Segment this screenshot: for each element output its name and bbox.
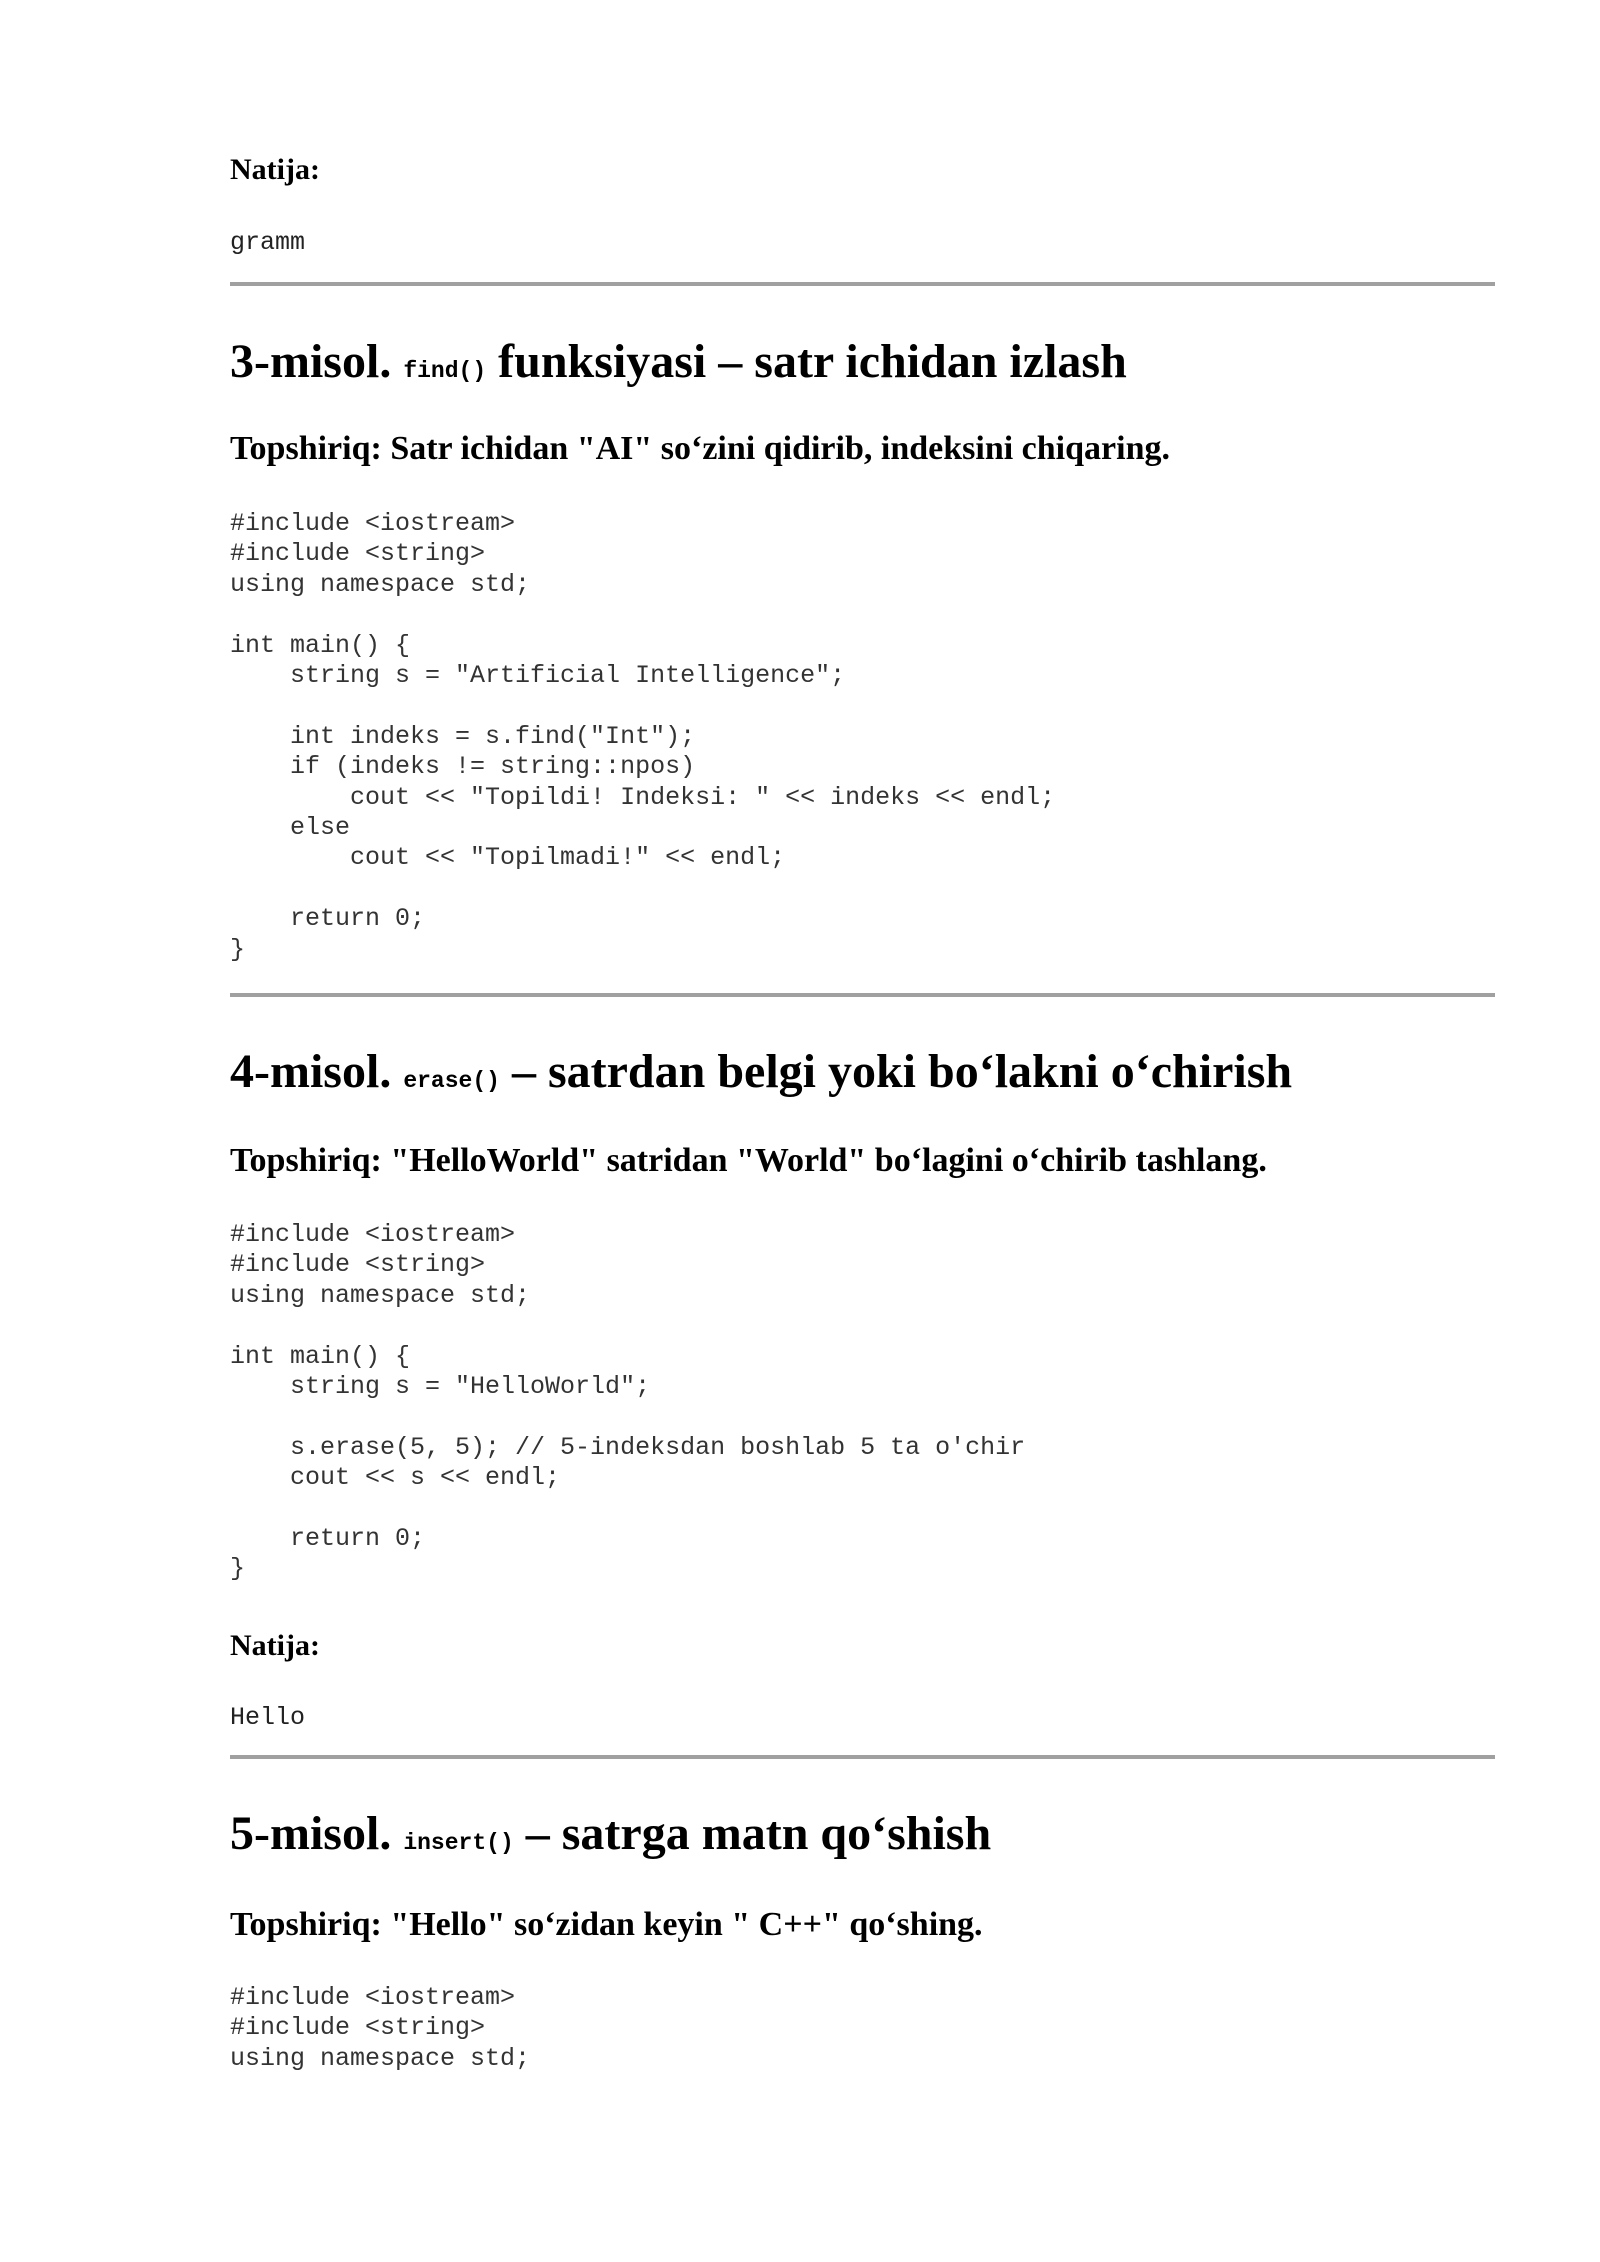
example-5-code: #include <iostream> #include <string> using namespace std; — [230, 1983, 531, 2073]
example-4-title: – satrdan belgi yoki bo‘lakni o‘chirish — [499, 1045, 1293, 1098]
divider — [230, 1755, 1495, 1759]
example-5-heading — [230, 1806, 991, 1871]
result-output: Hello — [230, 1703, 306, 1732]
divider — [230, 993, 1495, 997]
example-5-function: insert() — [403, 1830, 514, 1856]
natija-label: Natija: — [230, 153, 320, 186]
example-5-number: 5-misol. — [230, 1807, 392, 1860]
natija-label: Natija: — [230, 1629, 320, 1662]
example-5-title: – satrga matn qo‘shish — [513, 1807, 992, 1860]
example-3-heading — [230, 334, 1127, 399]
example-4-task: Topshiriq: "HelloWorld" satridan "World" bo‘lagini o‘chirib tashlang. — [230, 1142, 1267, 1179]
divider — [230, 282, 1495, 286]
example-4-number: 4-misol. — [230, 1045, 392, 1098]
example-4-code: #include <iostream> #include <string> using namespace std; int main() { string s = "HelloWorld"; s.erase(5, 5); // 5-indeksdan boshlab 5 ta o'chir cout << s << endl; return 0; } — [230, 1220, 1026, 1584]
example-3-code: #include <iostream> #include <string> using namespace std; int main() { string s = "Artificial Intelligence"; int indeks = s.find("Int"); if (indeks != string::npos) cout << "Topildi! Indeksi: " << indeks << endl; else cout << "Topilmadi!" << endl; return 0; } — [230, 509, 1056, 964]
example-3-number: 3-misol. — [230, 335, 392, 388]
example-3-title: funksiyasi – satr ichidan izlash — [486, 335, 1127, 388]
example-4-heading — [230, 1044, 1292, 1109]
example-4-function: erase() — [403, 1068, 500, 1094]
example-3-task: Topshiriq: Satr ichidan "AI" so‘zini qidirib, indeksini chiqaring. — [230, 430, 1170, 467]
example-5-task: Topshiriq: "Hello" so‘zidan keyin " C++" qo‘shing. — [230, 1906, 983, 1943]
result-output: gramm — [230, 228, 306, 257]
example-3-function: find() — [403, 358, 487, 384]
